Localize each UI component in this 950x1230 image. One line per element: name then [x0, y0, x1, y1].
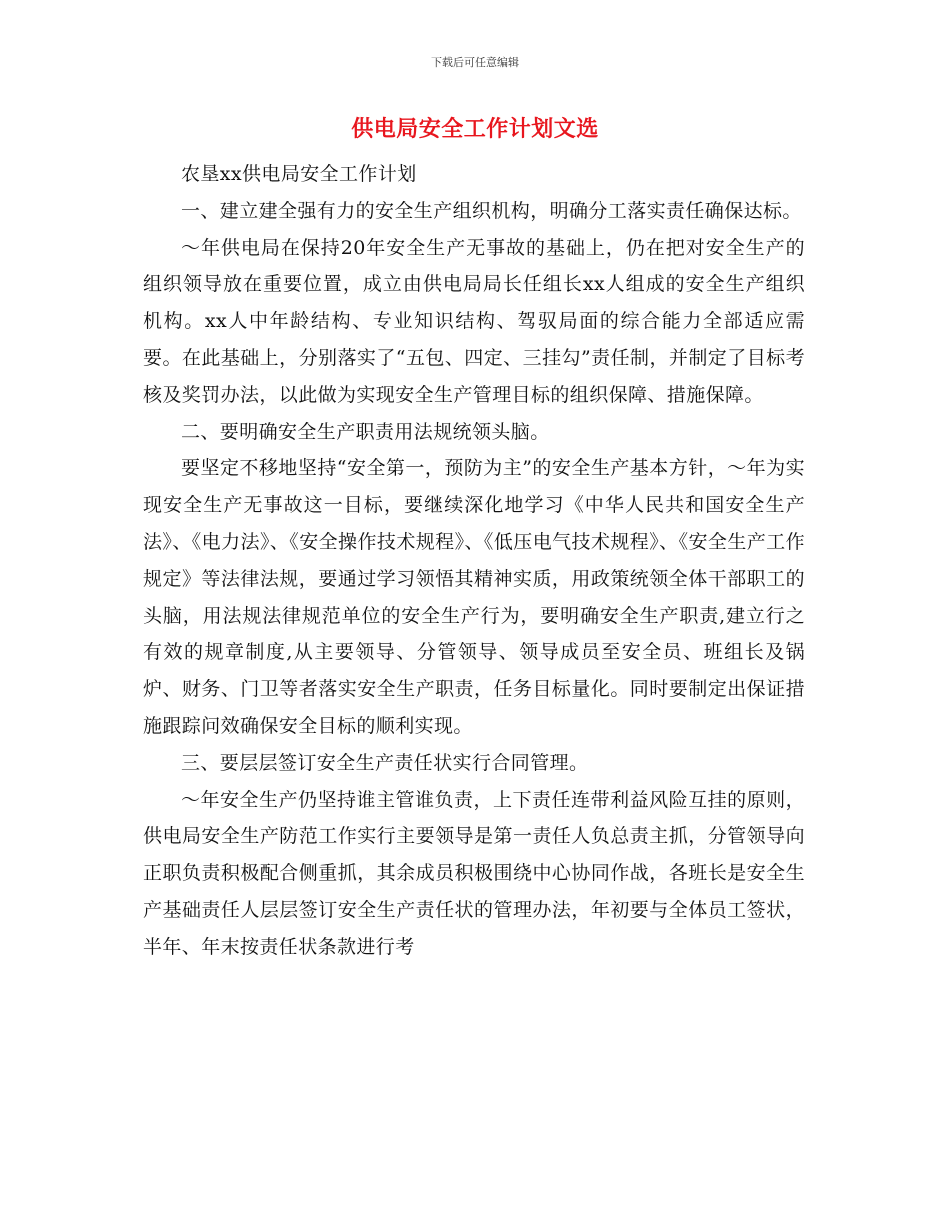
header-note: 下载后可任意编辑: [431, 56, 519, 69]
paragraph-section-1-body: ～年供电局在保持20年安全生产无事故的基础上，仍在把对安全生产的组织领导放在重要位置，成立由供电局局长任组长xx人组成的安全生产组织机构。xx人中年龄结构、专业知识结构、驾驭局面的综合能力全部适应需要。在此基础上，分别落实了“五包、四定、三挂勾”责任制，并制定了目标考核及奖罚办法，以此做为实现安全生产管理目标的组织保障、措施保障。: [143, 236, 805, 406]
paragraph-section-3-body: ～年安全生产仍坚持谁主管谁负责，上下责任连带利益风险互挂的原则，供电局安全生产防范工作实行主要领导是第一责任人负总责主抓，分管领导向正职负责积极配合侧重抓，其余成员积极围绕中心协同作战，各班长是安全生产基础责任人层层签订安全生产责任状的管理办法，年初要与全体员工签状，半年、年末按责任状条款进行考: [143, 788, 805, 958]
paragraph-section-1-heading: 一、建立建全强有力的安全生产组织机构，明确分工落实责任确保达标。: [181, 199, 802, 222]
document-body: [143, 156, 805, 966]
paragraph-subtitle: 农垦xx供电局安全工作计划: [181, 163, 417, 185]
document-title: 供电局安全工作计划文选: [351, 117, 599, 142]
paragraph-section-3-heading: 三、要层层签订安全生产责任状实行合同管理。: [181, 751, 589, 774]
paragraph-section-2-body: 要坚定不移地坚持“安全第一，预防为主”的安全生产基本方针，～年为实现安全生产无事故这一目标，要继续深化地学习《中华人民共和国安全生产法》、《电力法》、《安全操作技术规程》、《低压电气技术规程》、《安全生产工作规定》等法律法规，要通过学习领悟其精神实质，用政策统领全体干部职工的头脑，用法规法律规范单位的安全生产行为，要明确安全生产职责,建立行之有效的规章制度,从主要领导、分管领导、领导成员至安全员、班组长及锅炉、财务、门卫等者落实安全生产职责，任务目标量化。同时要制定出保证措施跟踪问效确保安全目标的顺利实现。: [143, 457, 805, 737]
paragraph-section-2-heading: 二、要明确安全生产职责用法规统领头脑。: [181, 420, 550, 443]
